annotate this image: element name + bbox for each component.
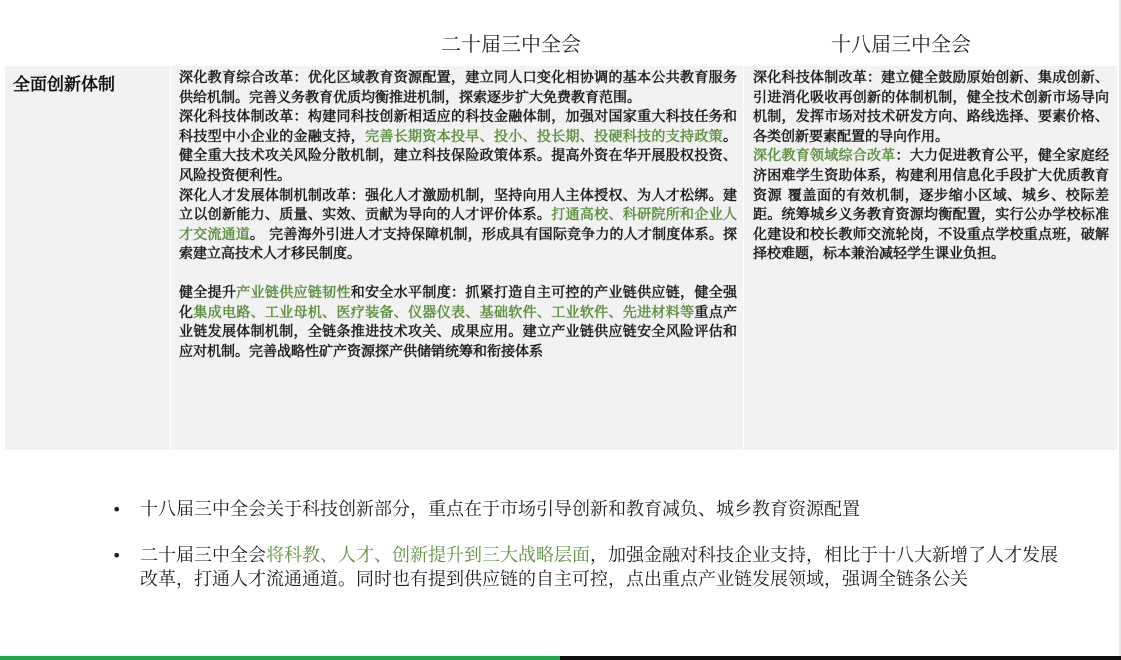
bullet-item: [112, 544, 1072, 592]
bullet-marker: •: [112, 546, 122, 565]
text-run: 健全提升: [179, 284, 237, 301]
text-run: 和安全水平制度：抓紧打造自主可控的产业链供应链，健全强化: [179, 284, 738, 321]
comparison-table: [5, 66, 1117, 450]
summary-bullets: [112, 498, 1072, 614]
bottom-bar-black: [560, 656, 1121, 660]
highlight-text: 完善长期资本投早、投小、投长期、投硬科技的支持政策: [365, 128, 724, 145]
column-title-twentieth: 二十届三中全会: [441, 32, 581, 56]
tech-reform-paragraph: 深化科技体制改革：建立健全鼓励原始创新、集成创新、引进消化吸收再创新的体制机制，健全技术创新市场导向机制，发挥市场对技术研发方向、路线选择、要素价格、各类创新要素配置的导向作用。: [753, 70, 1109, 145]
text-run: 。健全重大技术攻关风险分散机制，建立科技保险政策体系。提高外资在华开展股权投资、风险投资便利性。: [179, 128, 738, 184]
tech-reform-paragraph: [179, 108, 737, 186]
text-run: ，加强金融对科技企业支持，相比于十八大新增了人才发展改革，打通人才流通通道。同时也有提到供应链的自主可控，点出重点产业链发展领域，强调全链条公关: [140, 545, 1058, 590]
education-reform-paragraph: [753, 147, 1109, 265]
supply-chain-paragraph: [179, 284, 737, 362]
text-run: 深化人才发展体制机制改革：强化人才激励机制，坚持向用人主体授权、为人才松绑。建立以创新能力、质量、实效、贡献为导向的人才评价体系。: [179, 187, 737, 224]
highlight-text: 打通高校、科研院所和企业人才交流通道: [179, 207, 738, 243]
twentieth-content-cell: [170, 66, 743, 450]
highlight-text: 深化教育领域综合改革: [753, 148, 896, 165]
column-title-eighteenth: 十八届三中全会: [831, 32, 971, 56]
talent-reform-paragraph: [179, 187, 737, 265]
text-run: 。 完善海外引进人才支持保障机制，形成具有国际竞争力的人才制度体系。探索建立高技术人才移民制度。: [179, 226, 738, 263]
education-reform-paragraph: 深化教育综合改革：优化区域教育资源配置，建立同人口变化相协调的基本公共教育服务供给机制。完善义务教育优质均衡推进机制，探索逐步扩大免费教育范围。: [179, 70, 737, 106]
highlight-text: 将科教、人才、创新提升到三大战略层面: [266, 545, 590, 566]
text-run: 二十届三中全会: [140, 545, 266, 566]
text-run: ：大力促进教育公平，健全家庭经济困难学生资助体系，构建利用信息化手段扩大优质教育资源 覆盖面的有效机制，逐步缩小区域、城乡、校际差距。统筹城乡义务教育资源均衡配置，实行公办学校标准化建设和校长教师交流轮岗，不设重点学校重点班，破解择校难题，标本兼治减轻学生课业负担。: [753, 148, 1109, 263]
bullet-text: 十八届三中全会关于科技创新部分，重点在于市场引导创新和教育减负、城乡教育资源配置: [140, 499, 860, 520]
paragraph-gap: [179, 265, 737, 284]
bottom-accent-bar: [0, 656, 1121, 660]
bullet-marker: •: [112, 500, 122, 519]
row-label-cell: [5, 66, 170, 450]
text-run: 重点产业链发展体制机制，全链条推进技术攻关、成果应用。建立产业链供应链安全风险评估和应对机制。完善战略性矿产资源探产供储销统筹和衔接体系: [179, 304, 738, 360]
row-label: 全面创新体制: [13, 75, 115, 95]
bottom-bar-green: [0, 656, 560, 660]
bullet-text: [140, 544, 1072, 592]
bullet-item: [112, 498, 1072, 522]
text-run: 深化科技体制改革：构建同科技创新相适应的科技金融体制，加强对国家重大科技任务和科技型中小企业的金融支持，: [179, 109, 737, 145]
highlight-text: 集成电路、工业母机、医疗装备、仪器仪表、基础软件、工业软件、先进材料等: [193, 304, 695, 321]
highlight-text: 产业链供应链韧性: [236, 284, 351, 301]
eighteenth-content-cell: [743, 66, 1117, 450]
